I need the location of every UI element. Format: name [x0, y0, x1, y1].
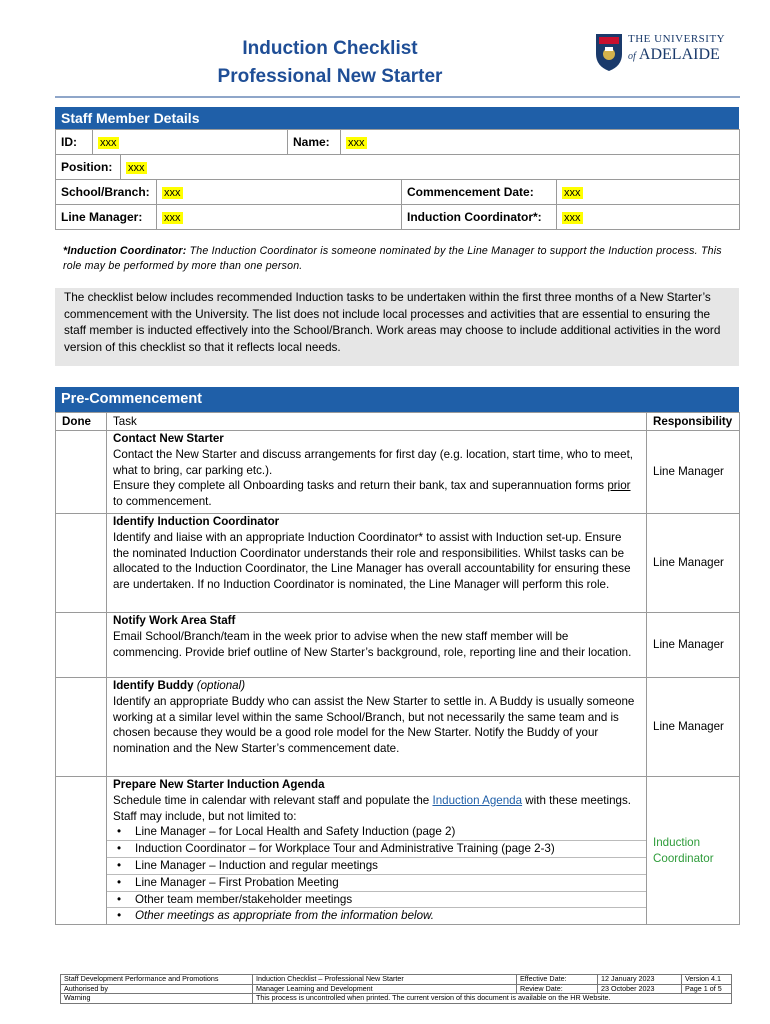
task-responsibility: Line Manager [647, 514, 740, 613]
task-responsibility: Induction Coordinator [647, 777, 740, 925]
manager-field[interactable]: xxx [164, 212, 181, 224]
footer-effective-date: 12 January 2023 [598, 975, 682, 985]
done-checkbox[interactable] [56, 514, 107, 613]
position-label: Position: [56, 155, 121, 180]
page-title: Induction Checklist [242, 38, 418, 59]
task-title: Identify Buddy [113, 679, 197, 692]
staff-row-2 [55, 154, 740, 180]
footer-effective-label: Effective Date: [517, 975, 598, 985]
staff-details-header: Staff Member Details [55, 107, 739, 129]
footer-warning-text: This process is uncontrolled when printed. The current version of this document is available on the HR Website. [253, 994, 732, 1004]
logo-line1: THE UNIVERSITY [628, 33, 726, 45]
university-logo [594, 32, 730, 74]
footer-warning-label: Warning [61, 994, 253, 1004]
footer-doc-title: Induction Checklist – Professional New Starter [253, 975, 517, 985]
footer-page-number: Page 1 of 5 [682, 984, 732, 994]
staff-row-1 [55, 129, 740, 155]
col-responsibility: Responsibility [647, 413, 740, 431]
note-text: The Induction Coordinator is someone nominated by the Line Manager to support the Induction process. This role may be performed by more than one person. [63, 245, 722, 272]
table-row [56, 777, 740, 925]
task-responsibility: Line Manager [647, 613, 740, 678]
list-item: • Line Manager – for Local Health and Safety Induction (page 2) [107, 824, 646, 840]
manager-label: Line Manager: [56, 205, 157, 230]
table-row [56, 514, 740, 613]
done-checkbox[interactable] [56, 431, 107, 514]
task-desc: with these meetings. Staff may include, but not limited to: [113, 793, 631, 823]
header-divider [55, 96, 740, 98]
col-done: Done [56, 413, 107, 431]
list-item: • Other team member/stakeholder meetings [107, 891, 646, 908]
task-title: Notify Work Area Staff [113, 614, 236, 627]
task-desc: to commencement. [113, 495, 212, 509]
footer-department: Staff Development Performance and Promotions [61, 975, 253, 985]
note-label: *Induction Coordinator: [63, 245, 187, 257]
task-desc: Ensure they complete all Onboarding tasks and return their bank, tax and superannuation forms [113, 479, 608, 493]
done-checkbox[interactable] [56, 777, 107, 925]
list-item: • Line Manager – First Probation Meeting [107, 874, 646, 891]
position-field[interactable]: xxx [128, 162, 145, 174]
logo-of: of [628, 51, 636, 62]
task-title: Contact New Starter [113, 432, 224, 445]
name-label: Name: [288, 130, 341, 155]
task-desc-underline: prior [607, 479, 631, 493]
commencement-field[interactable]: xxx [564, 187, 581, 199]
intro-paragraph: The checklist below includes recommended Induction tasks to be undertaken within the first three months of a New Starter’s commencement with the University. The list does not include local processes and activities that are essential to ensuring the staff member is inducted effectively into the School/Branch. Work areas may choose to include additional activities in the word version of this checklist so that it reflects local needs. [55, 288, 739, 366]
task-desc: Identify and liaise with an appropriate Induction Coordinator* to assist with Induction set-up. Ensure the nominated Induction Coordinator understands their role and responsibilities. Whilst tasks can be allocated to the Induction Coordinator, the Line Manager has overall accountability for ensuring these are undertaken. If no Induction Coordinator is nominated, the Line Manager will perform this role. [113, 530, 631, 592]
staff-row-3 [55, 179, 740, 230]
task-desc: Identify an appropriate Buddy who can assist the New Starter to settle in. A Buddy is usually someone working at a similar level within the same School/Branch, but not necessarily the same team and is chosen because they would be a good role model for the New Starter. Notify the Buddy of your nomination and the New Starter’s commencement date. [113, 694, 635, 756]
task-desc: Schedule time in calendar with relevant staff and populate the [113, 793, 433, 807]
commencement-label: Commencement Date: [402, 180, 557, 205]
footer-review-label: Review Date: [517, 984, 598, 994]
footer-authorised-by: Manager Learning and Development [253, 984, 517, 994]
task-table-header [56, 413, 740, 431]
list-item: • Induction Coordinator – for Workplace Tour and Administrative Training (page 2-3) [107, 840, 646, 857]
task-title: Prepare New Starter Induction Agenda [113, 778, 325, 791]
col-task: Task [107, 413, 647, 431]
footer-review-date: 23 October 2023 [598, 984, 682, 994]
done-checkbox[interactable] [56, 613, 107, 678]
table-row [56, 678, 740, 777]
pre-commencement-header: Pre-Commencement [55, 387, 739, 412]
table-row [56, 431, 740, 514]
footer-authorised-label: Authorised by [61, 984, 253, 994]
school-field[interactable]: xxx [164, 187, 181, 199]
id-label: ID: [56, 130, 93, 155]
agenda-bullet-list [113, 824, 640, 924]
school-label: School/Branch: [56, 180, 157, 205]
task-desc: Contact the New Starter and discuss arrangements for first day (e.g. location, start time, who to meet, what to bring, car parking etc.). [113, 447, 634, 477]
logo-line2: ADELAIDE [638, 46, 720, 63]
crest-icon [594, 32, 624, 72]
table-row [56, 613, 740, 678]
done-checkbox[interactable] [56, 678, 107, 777]
task-table [55, 412, 740, 925]
task-title-optional: (optional) [196, 679, 246, 692]
page-subtitle: Professional New Starter [217, 66, 443, 87]
task-responsibility: Line Manager [647, 678, 740, 777]
task-responsibility: Line Manager [647, 431, 740, 514]
task-title: Identify Induction Coordinator [113, 515, 280, 528]
list-item: • Line Manager – Induction and regular meetings [107, 857, 646, 874]
task-desc: Email School/Branch/team in the week prior to advise when the new staff member will be commencing. Provide brief outline of New Starter’s background, role, reporting line and their location. [113, 629, 632, 659]
name-field[interactable]: xxx [348, 137, 365, 149]
induction-agenda-link[interactable]: Induction Agenda [432, 793, 523, 807]
coordinator-field[interactable]: xxx [564, 212, 581, 224]
coordinator-label: Induction Coordinator*: [402, 205, 557, 230]
document-footer [60, 974, 732, 1004]
footer-version: Version 4.1 [682, 975, 732, 985]
id-field[interactable]: xxx [100, 137, 117, 149]
coordinator-note [63, 244, 728, 274]
list-item: • Other meetings as appropriate from the information below. [107, 907, 646, 924]
